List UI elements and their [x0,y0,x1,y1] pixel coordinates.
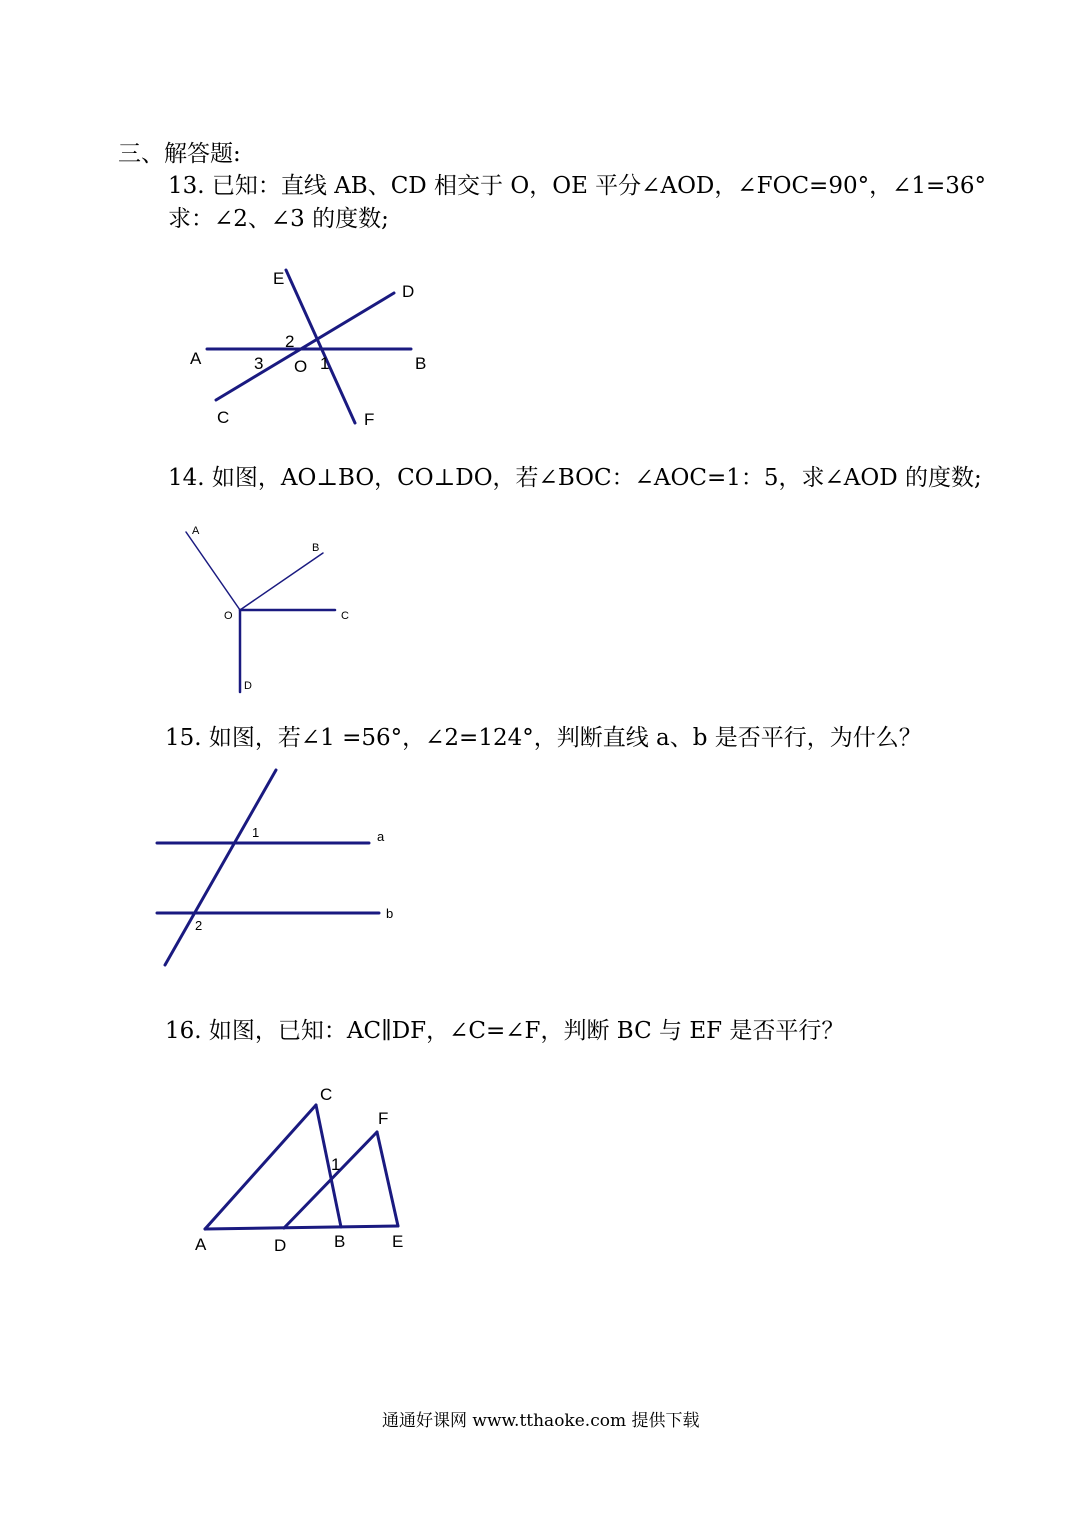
fig14-label-O: O [224,610,233,622]
fig13-label-C: C [217,408,230,427]
fig13-label-n1: 1 [320,354,330,373]
fig15-label-a: a [377,829,385,844]
fig13-label-n2: 2 [285,332,295,351]
fig14-label-C: C [341,610,349,622]
fig16-lines [205,1105,398,1229]
fig13-label-A: A [190,349,202,368]
fig15-label-b: b [386,906,394,921]
fig13-label-n3: 3 [254,354,264,373]
fig13-label-D: D [402,282,415,301]
fig13-label-O: O [294,357,308,376]
footer: 通通好课网 www.tthaoke.com 提供下载 [382,1411,700,1431]
q15-text: 15. 如图，若∠1 =56°，∠2=124°，判断直线 a、b 是否平行，为什么？ [165,725,922,751]
fig16-label-F: F [378,1109,389,1128]
fig14-label-D: D [244,680,252,692]
fig14-label-B: B [312,542,320,554]
fig15-transversal [165,770,276,965]
fig15-label-n1: 1 [252,825,260,840]
fig16-line-FE [377,1132,398,1226]
fig13-label-B: B [415,354,427,373]
fig16-label-E: E [392,1232,404,1251]
fig16-label-A: A [195,1235,207,1254]
fig13-label-F: F [364,410,375,429]
fig15-label-n2: 2 [195,918,203,933]
fig14-ray-OB [240,553,323,610]
section-title: 三、解答题: [118,141,241,167]
q14-text: 14. 如图，AO⊥BO，CO⊥DO，若∠BOC：∠AOC=1：5，求∠AOD 的度数; [168,465,982,491]
fig14-lines [186,532,335,692]
fig14-label-A: A [192,525,200,537]
fig13-lines [207,270,411,423]
fig16-label-B: B [334,1232,346,1251]
fig16-line-DF [284,1132,377,1228]
q16-text: 16. 如图，已知：AC∥DF，∠C=∠F，判断 BC 与 EF 是否平行？ [165,1018,845,1044]
fig14-ray-OA [186,532,240,610]
fig16-line-AE [205,1226,398,1229]
fig13-line-EF [286,270,355,423]
fig15-lines [157,770,379,965]
fig16-label-D: D [274,1236,287,1255]
fig16-label-C: C [320,1085,333,1104]
fig13-label-E: E [273,269,285,288]
q13-text-line1: 13. 已知：直线 AB、CD 相交于 O，OE 平分∠AOD，∠FOC=90°，∠1=36° [168,173,987,199]
q13-text-line2: 求：∠2、∠3 的度数; [168,206,389,232]
fig16-label-n1: 1 [331,1155,341,1174]
